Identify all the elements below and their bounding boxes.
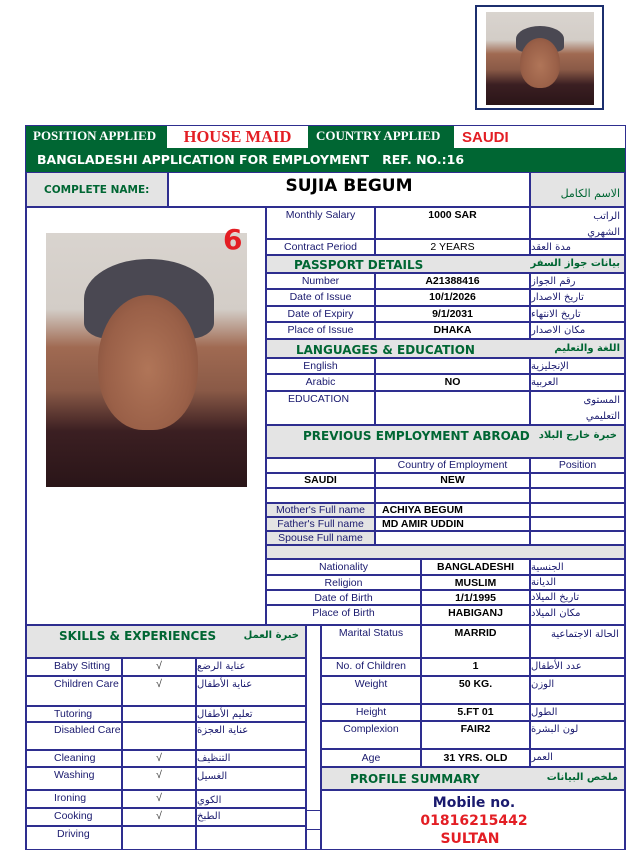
passport-section-title: PASSPORT DETAILS — [294, 258, 424, 272]
skill-driving-check — [122, 826, 196, 850]
date-of-birth-label-ar: تاريخ الميلاد — [530, 590, 625, 605]
spouse-name-extra — [530, 531, 625, 545]
languages-section-header — [266, 339, 625, 358]
place-of-issue-label: Place of Issue — [266, 322, 375, 339]
date-of-birth-label: Date of Birth — [266, 590, 421, 605]
skill-ironing-check: √ — [122, 790, 196, 808]
skill-children-care-ar: عناية الأطفال — [196, 676, 306, 706]
passport-number-value: A21388416 — [375, 273, 530, 289]
employment-col-country: Country of Employment — [375, 458, 530, 473]
skill-ironing-label: Ironing — [26, 790, 122, 808]
skills-section-header — [26, 625, 306, 658]
skill-disabled-care-check — [122, 722, 196, 750]
place-of-issue-value: DHAKA — [375, 322, 530, 339]
religion-label: Religion — [266, 575, 421, 590]
weight-value: 50 KG. — [421, 676, 530, 704]
divider-line — [306, 829, 321, 830]
skill-cooking-ar: الطبخ — [196, 808, 306, 826]
arabic-label: Arabic — [266, 374, 375, 391]
position-applied-value: HOUSE MAID — [167, 126, 308, 148]
employment-col-position: Position — [530, 458, 625, 473]
mobile-label: Mobile no. — [432, 795, 516, 811]
date-of-expiry-value: 9/1/2031 — [375, 306, 530, 322]
spouse-name-value — [375, 531, 530, 545]
nationality-value: BANGLADESHI — [421, 559, 530, 575]
complexion-value: FAIR2 — [421, 721, 530, 749]
profile-summary-title: PROFILE SUMMARY — [350, 772, 480, 786]
monthly-salary-label-ar: الراتب الشهري — [530, 207, 625, 239]
contract-period-label: Contract Period — [266, 239, 375, 255]
photo-area — [26, 207, 266, 625]
height-label: Height — [321, 704, 421, 721]
complete-name-label-ar: الاسم الكامل — [530, 172, 625, 207]
weight-label-ar: الوزن — [530, 676, 625, 704]
date-of-expiry-label: Date of Expiry — [266, 306, 375, 322]
english-label: English — [266, 358, 375, 374]
passport-section-header — [266, 255, 625, 273]
marital-status-label-ar: الحالة الاجتماعية — [530, 625, 625, 658]
divider-line — [306, 810, 321, 811]
skill-children-care-label: Children Care — [26, 676, 122, 706]
children-count-value: 1 — [421, 658, 530, 676]
employment-row-1-country: SAUDI — [266, 473, 375, 488]
contact-box — [321, 790, 625, 850]
applicant-photo-large — [46, 233, 247, 487]
skill-washing-check: √ — [122, 767, 196, 790]
education-value — [375, 391, 530, 425]
employment-section-title: PREVIOUS EMPLOYMENT ABROAD — [303, 429, 530, 443]
country-applied-value: SAUDI — [454, 126, 625, 148]
passport-number-label: Number — [266, 273, 375, 289]
fathers-name-extra — [530, 517, 625, 531]
skill-washing-label: Washing — [26, 767, 122, 790]
skill-driving-label: Driving — [26, 826, 122, 850]
skill-tutoring-label: Tutoring — [26, 706, 122, 722]
marital-status-label: Marital Status — [321, 625, 421, 658]
employment-row-2-col2 — [375, 488, 530, 503]
employment-row-2-position — [530, 488, 625, 503]
complete-name-label: COMPLETE NAME: — [26, 172, 168, 207]
date-of-expiry-label-ar: تاريخ الانتهاء — [530, 306, 625, 322]
marital-status-value: MARRID — [421, 625, 530, 658]
skill-baby-sitting-ar: عناية الرضع — [196, 658, 306, 676]
fathers-name-value: MD AMIR UDDIN — [375, 517, 530, 531]
age-label-ar: العمر — [530, 749, 625, 767]
education-label-ar: المستوى التعليمي — [530, 391, 625, 425]
contract-period-label-ar: مدة العقد — [530, 239, 625, 255]
skill-cleaning-label: Cleaning — [26, 750, 122, 767]
skill-disabled-care-label: Disabled Care — [26, 722, 122, 750]
arabic-value: NO — [375, 374, 530, 391]
skill-washing-ar: الغسيل — [196, 767, 306, 790]
place-of-birth-label-ar: مكان الميلاد — [530, 605, 625, 625]
skills-section-title-ar: خبرة العمل — [243, 630, 299, 641]
employment-header-blank — [266, 458, 375, 473]
employment-section-title-ar: خبرة خارج البلاد — [538, 430, 617, 441]
skill-cleaning-check: √ — [122, 750, 196, 767]
applicant-photo-small — [486, 12, 594, 105]
passport-section-title-ar: بيانات جواز السفر — [530, 258, 620, 269]
skill-cleaning-ar: التنظيف — [196, 750, 306, 767]
place-of-issue-label-ar: مكان الاصدار — [530, 322, 625, 339]
age-label: Age — [321, 749, 421, 767]
age-value: 31 YRS. OLD — [421, 749, 530, 767]
small-photo-frame — [475, 5, 604, 110]
skill-baby-sitting-check: √ — [122, 658, 196, 676]
skill-tutoring-ar: تعليم الأطفال — [196, 706, 306, 722]
divider-column — [306, 625, 321, 850]
number-badge: 6 — [223, 223, 243, 256]
children-count-label: No. of Children — [321, 658, 421, 676]
skill-children-care-check: √ — [122, 676, 196, 706]
date-of-issue-value: 10/1/2026 — [375, 289, 530, 306]
place-of-birth-label: Place of Birth — [266, 605, 421, 625]
languages-section-title-ar: اللغة والتعليم — [554, 343, 620, 354]
skill-ironing-ar: الكوي — [196, 790, 306, 808]
height-label-ar: الطول — [530, 704, 625, 721]
mobile-number: 01816215442 — [420, 813, 528, 829]
skills-section-title: SKILLS & EXPERIENCES — [59, 629, 217, 643]
employment-section-header — [266, 425, 625, 458]
spouse-name-label: Spouse Full name — [266, 531, 375, 545]
profile-summary-title-ar: ملخص البيانات — [546, 772, 618, 783]
skill-cooking-check: √ — [122, 808, 196, 826]
employment-row-1-position — [530, 473, 625, 488]
complete-name-value: SUJIA BEGUM — [168, 172, 530, 207]
skill-tutoring-check — [122, 706, 196, 722]
contact-name: SULTAN — [440, 831, 500, 847]
date-of-issue-label: Date of Issue — [266, 289, 375, 306]
passport-number-label-ar: رقم الجواز — [530, 273, 625, 289]
skill-cooking-label: Cooking — [26, 808, 122, 826]
education-label: EDUCATION — [266, 391, 375, 425]
skill-baby-sitting-label: Baby Sitting — [26, 658, 122, 676]
nationality-label-ar: الجنسية — [530, 559, 625, 575]
country-applied-label: COUNTRY APPLIED — [308, 126, 454, 148]
fathers-name-label: Father's Full name — [266, 517, 375, 531]
english-label-ar: الإنجليزية — [530, 358, 625, 374]
height-value: 5.FT 01 — [421, 704, 530, 721]
mothers-name-value: ACHIYA BEGUM — [375, 503, 530, 517]
monthly-salary-label: Monthly Salary — [266, 207, 375, 239]
religion-label-ar: الديانة — [530, 575, 625, 590]
monthly-salary-value: 1000 SAR — [375, 207, 530, 239]
complexion-label: Complexion — [321, 721, 421, 749]
place-of-birth-value: HABIGANJ — [421, 605, 530, 625]
skill-driving-ar — [196, 826, 306, 850]
skill-disabled-care-ar: عناية العجزة — [196, 722, 306, 750]
religion-value: MUSLIM — [421, 575, 530, 590]
employment-row-2-country — [266, 488, 375, 503]
contract-period-value: 2 YEARS — [375, 239, 530, 255]
family-spacer-row — [266, 545, 625, 559]
profile-summary-header — [321, 767, 625, 790]
date-of-issue-label-ar: تاريخ الاصدار — [530, 289, 625, 306]
complexion-label-ar: لون البشرة — [530, 721, 625, 749]
position-applied-label: POSITION APPLIED — [26, 126, 167, 148]
date-of-birth-value: 1/1/1995 — [421, 590, 530, 605]
mothers-name-extra — [530, 503, 625, 517]
employment-row-1-col2: NEW — [375, 473, 530, 488]
languages-section-title: LANGUAGES & EDUCATION — [296, 343, 475, 357]
form-title: BANGLADESHI APPLICATION FOR EMPLOYMENT REF. NO.:16 — [26, 148, 625, 172]
nationality-label: Nationality — [266, 559, 421, 575]
arabic-label-ar: العربية — [530, 374, 625, 391]
english-value — [375, 358, 530, 374]
weight-label: Weight — [321, 676, 421, 704]
children-count-label-ar: عدد الأطفال — [530, 658, 625, 676]
mothers-name-label: Mother's Full name — [266, 503, 375, 517]
